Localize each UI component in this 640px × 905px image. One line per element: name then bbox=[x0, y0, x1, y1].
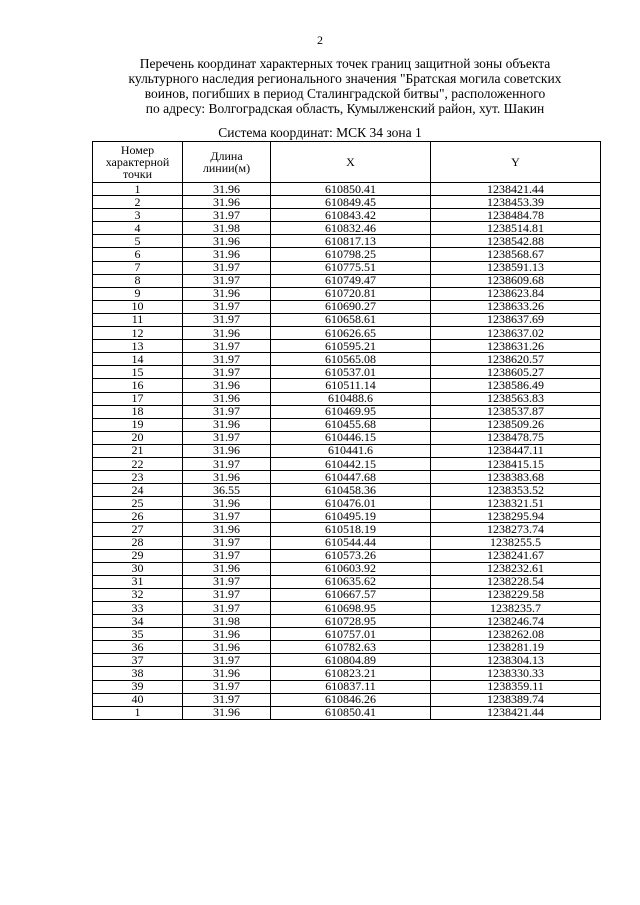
point-number-cell: 24 bbox=[93, 484, 183, 497]
y-coordinate-cell: 1238605.27 bbox=[431, 366, 601, 379]
x-coordinate-cell: 610511.14 bbox=[271, 379, 431, 392]
y-coordinate-cell: 1238542.88 bbox=[431, 235, 601, 248]
line-length-cell: 31.97 bbox=[183, 274, 271, 287]
coordinate-system-caption: Система координат: МСК 34 зона 1 bbox=[218, 125, 422, 140]
x-coordinate-cell: 610832.46 bbox=[271, 222, 431, 235]
x-coordinate-cell: 610728.95 bbox=[271, 615, 431, 628]
y-coordinate-cell: 1238262.08 bbox=[431, 628, 601, 641]
y-coordinate-cell: 1238246.74 bbox=[431, 615, 601, 628]
x-coordinate-cell: 610603.92 bbox=[271, 562, 431, 575]
line-length-cell: 31.96 bbox=[183, 183, 271, 196]
table-row bbox=[93, 405, 601, 418]
line-length-cell: 31.97 bbox=[183, 353, 271, 366]
header-length-line: Длина bbox=[210, 149, 243, 163]
line-length-cell: 31.97 bbox=[183, 300, 271, 313]
line-length-cell: 31.97 bbox=[183, 588, 271, 601]
point-number-cell: 1 bbox=[93, 706, 183, 719]
x-coordinate-cell: 610720.81 bbox=[271, 287, 431, 300]
x-coordinate-cell: 610488.6 bbox=[271, 392, 431, 405]
x-coordinate-cell: 610635.62 bbox=[271, 575, 431, 588]
line-length-cell: 31.96 bbox=[183, 523, 271, 536]
point-number-cell: 3 bbox=[93, 209, 183, 222]
table-row bbox=[93, 484, 601, 497]
table-row bbox=[93, 680, 601, 693]
title-line: Перечень координат характерных точек границ защитной зоны объекта bbox=[139, 56, 551, 71]
point-number-cell: 21 bbox=[93, 444, 183, 457]
title-line: воинов, погибших в период Сталинградской битвы", расположенного bbox=[144, 86, 546, 101]
table-row bbox=[93, 327, 601, 340]
x-coordinate-cell: 610565.08 bbox=[271, 353, 431, 366]
document-title bbox=[95, 56, 595, 116]
table-row bbox=[93, 196, 601, 209]
line-length-cell: 31.96 bbox=[183, 706, 271, 719]
table-row bbox=[93, 471, 601, 484]
point-number-cell: 31 bbox=[93, 575, 183, 588]
point-number-cell: 1 bbox=[93, 183, 183, 196]
y-coordinate-cell: 1238637.69 bbox=[431, 313, 601, 326]
x-coordinate-cell: 610537.01 bbox=[271, 366, 431, 379]
header-y: Y bbox=[431, 142, 601, 183]
line-length-cell: 31.96 bbox=[183, 392, 271, 405]
x-coordinate-cell: 610458.36 bbox=[271, 484, 431, 497]
line-length-cell: 31.97 bbox=[183, 654, 271, 667]
x-coordinate-cell: 610782.63 bbox=[271, 641, 431, 654]
point-number-cell: 38 bbox=[93, 667, 183, 680]
y-coordinate-cell: 1238623.84 bbox=[431, 287, 601, 300]
x-coordinate-cell: 610441.6 bbox=[271, 444, 431, 457]
y-coordinate-cell: 1238415.15 bbox=[431, 457, 601, 470]
x-coordinate-cell: 610804.89 bbox=[271, 654, 431, 667]
line-length-cell: 31.96 bbox=[183, 628, 271, 641]
y-coordinate-cell: 1238235.7 bbox=[431, 602, 601, 615]
header-length-line: линии(м) bbox=[202, 161, 251, 175]
line-length-cell: 31.97 bbox=[183, 366, 271, 379]
point-number-cell: 14 bbox=[93, 353, 183, 366]
table-row bbox=[93, 615, 601, 628]
y-coordinate-cell: 1238281.19 bbox=[431, 641, 601, 654]
table-row bbox=[93, 457, 601, 470]
y-coordinate-cell: 1238563.83 bbox=[431, 392, 601, 405]
x-coordinate-cell: 610775.51 bbox=[271, 261, 431, 274]
table-row bbox=[93, 523, 601, 536]
point-number-cell: 32 bbox=[93, 588, 183, 601]
x-coordinate-cell: 610837.11 bbox=[271, 680, 431, 693]
table-row bbox=[93, 313, 601, 326]
line-length-cell: 31.98 bbox=[183, 615, 271, 628]
table-row bbox=[93, 353, 601, 366]
x-coordinate-cell: 610495.19 bbox=[271, 510, 431, 523]
point-number-cell: 18 bbox=[93, 405, 183, 418]
x-coordinate-cell: 610690.27 bbox=[271, 300, 431, 313]
x-coordinate-cell: 610573.26 bbox=[271, 549, 431, 562]
y-coordinate-cell: 1238228.54 bbox=[431, 575, 601, 588]
line-length-cell: 31.96 bbox=[183, 287, 271, 300]
point-number-cell: 6 bbox=[93, 248, 183, 261]
x-coordinate-cell: 610823.21 bbox=[271, 667, 431, 680]
point-number-cell: 10 bbox=[93, 300, 183, 313]
x-coordinate-cell: 610595.21 bbox=[271, 340, 431, 353]
header-point-line: Номер bbox=[120, 143, 155, 157]
point-number-cell: 33 bbox=[93, 602, 183, 615]
line-length-cell: 31.96 bbox=[183, 248, 271, 261]
point-number-cell: 9 bbox=[93, 287, 183, 300]
y-coordinate-cell: 1238631.26 bbox=[431, 340, 601, 353]
y-coordinate-cell: 1238633.26 bbox=[431, 300, 601, 313]
header-point-line: характерной bbox=[105, 155, 170, 169]
table-row bbox=[93, 562, 601, 575]
x-coordinate-cell: 610658.61 bbox=[271, 313, 431, 326]
table-row bbox=[93, 209, 601, 222]
y-coordinate-cell: 1238568.67 bbox=[431, 248, 601, 261]
x-coordinate-cell: 610442.15 bbox=[271, 457, 431, 470]
y-coordinate-cell: 1238321.51 bbox=[431, 497, 601, 510]
table-row bbox=[93, 379, 601, 392]
point-number-cell: 7 bbox=[93, 261, 183, 274]
line-length-cell: 31.96 bbox=[183, 327, 271, 340]
point-number-cell: 17 bbox=[93, 392, 183, 405]
line-length-cell: 31.96 bbox=[183, 444, 271, 457]
line-length-cell: 31.96 bbox=[183, 418, 271, 431]
page-number: 2 bbox=[317, 33, 323, 47]
x-coordinate-cell: 610518.19 bbox=[271, 523, 431, 536]
header-point-number bbox=[93, 142, 183, 183]
point-number-cell: 36 bbox=[93, 641, 183, 654]
table-row bbox=[93, 510, 601, 523]
line-length-cell: 31.96 bbox=[183, 471, 271, 484]
y-coordinate-cell: 1238383.68 bbox=[431, 471, 601, 484]
x-coordinate-cell: 610469.95 bbox=[271, 405, 431, 418]
y-coordinate-cell: 1238453.39 bbox=[431, 196, 601, 209]
x-coordinate-cell: 610850.41 bbox=[271, 706, 431, 719]
table-row bbox=[93, 300, 601, 313]
y-coordinate-cell: 1238353.52 bbox=[431, 484, 601, 497]
line-length-cell: 31.96 bbox=[183, 497, 271, 510]
point-number-cell: 34 bbox=[93, 615, 183, 628]
table-row bbox=[93, 549, 601, 562]
x-coordinate-cell: 610626.65 bbox=[271, 327, 431, 340]
y-coordinate-cell: 1238591.13 bbox=[431, 261, 601, 274]
table-row bbox=[93, 706, 601, 719]
line-length-cell: 31.97 bbox=[183, 209, 271, 222]
y-coordinate-cell: 1238421.44 bbox=[431, 706, 601, 719]
line-length-cell: 31.97 bbox=[183, 575, 271, 588]
x-coordinate-cell: 610447.68 bbox=[271, 471, 431, 484]
table-row bbox=[93, 628, 601, 641]
table-row bbox=[93, 274, 601, 287]
y-coordinate-cell: 1238586.49 bbox=[431, 379, 601, 392]
x-coordinate-cell: 610698.95 bbox=[271, 602, 431, 615]
x-coordinate-cell: 610544.44 bbox=[271, 536, 431, 549]
y-coordinate-cell: 1238478.75 bbox=[431, 431, 601, 444]
x-coordinate-cell: 610476.01 bbox=[271, 497, 431, 510]
point-number-cell: 11 bbox=[93, 313, 183, 326]
header-x: X bbox=[271, 142, 431, 183]
y-coordinate-cell: 1238637.02 bbox=[431, 327, 601, 340]
table-row bbox=[93, 497, 601, 510]
x-coordinate-cell: 610850.41 bbox=[271, 183, 431, 196]
y-coordinate-cell: 1238330.33 bbox=[431, 667, 601, 680]
table-row bbox=[93, 654, 601, 667]
point-number-cell: 39 bbox=[93, 680, 183, 693]
point-number-cell: 26 bbox=[93, 510, 183, 523]
line-length-cell: 31.97 bbox=[183, 313, 271, 326]
table-row bbox=[93, 340, 601, 353]
table-body bbox=[93, 183, 601, 720]
line-length-cell: 31.96 bbox=[183, 667, 271, 680]
line-length-cell: 31.97 bbox=[183, 549, 271, 562]
table-row bbox=[93, 222, 601, 235]
y-coordinate-cell: 1238389.74 bbox=[431, 693, 601, 706]
x-coordinate-cell: 610446.15 bbox=[271, 431, 431, 444]
table-row bbox=[93, 588, 601, 601]
line-length-cell: 31.96 bbox=[183, 641, 271, 654]
x-coordinate-cell: 610749.47 bbox=[271, 274, 431, 287]
y-coordinate-cell: 1238484.78 bbox=[431, 209, 601, 222]
y-coordinate-cell: 1238509.26 bbox=[431, 418, 601, 431]
table-row bbox=[93, 418, 601, 431]
table-row bbox=[93, 392, 601, 405]
x-coordinate-cell: 610667.57 bbox=[271, 588, 431, 601]
line-length-cell: 31.97 bbox=[183, 536, 271, 549]
point-number-cell: 2 bbox=[93, 196, 183, 209]
point-number-cell: 5 bbox=[93, 235, 183, 248]
line-length-cell: 31.96 bbox=[183, 235, 271, 248]
point-number-cell: 4 bbox=[93, 222, 183, 235]
table-row bbox=[93, 248, 601, 261]
table-row bbox=[93, 536, 601, 549]
table-row bbox=[93, 575, 601, 588]
line-length-cell: 31.96 bbox=[183, 379, 271, 392]
x-coordinate-cell: 610817.13 bbox=[271, 235, 431, 248]
point-number-cell: 35 bbox=[93, 628, 183, 641]
table-row bbox=[93, 431, 601, 444]
y-coordinate-cell: 1238447.11 bbox=[431, 444, 601, 457]
point-number-cell: 22 bbox=[93, 457, 183, 470]
table-row bbox=[93, 602, 601, 615]
y-coordinate-cell: 1238514.81 bbox=[431, 222, 601, 235]
point-number-cell: 8 bbox=[93, 274, 183, 287]
point-number-cell: 23 bbox=[93, 471, 183, 484]
line-length-cell: 31.97 bbox=[183, 680, 271, 693]
point-number-cell: 15 bbox=[93, 366, 183, 379]
point-number-cell: 29 bbox=[93, 549, 183, 562]
line-length-cell: 36.55 bbox=[183, 484, 271, 497]
y-coordinate-cell: 1238359.11 bbox=[431, 680, 601, 693]
line-length-cell: 31.97 bbox=[183, 457, 271, 470]
point-number-cell: 40 bbox=[93, 693, 183, 706]
line-length-cell: 31.96 bbox=[183, 196, 271, 209]
x-coordinate-cell: 610455.68 bbox=[271, 418, 431, 431]
table-header-row bbox=[93, 142, 601, 183]
point-number-cell: 37 bbox=[93, 654, 183, 667]
x-coordinate-cell: 610757.01 bbox=[271, 628, 431, 641]
point-number-cell: 12 bbox=[93, 327, 183, 340]
y-coordinate-cell: 1238609.68 bbox=[431, 274, 601, 287]
x-coordinate-cell: 610843.42 bbox=[271, 209, 431, 222]
title-line: культурного наследия регионального значения "Братская могила советских bbox=[128, 71, 562, 86]
line-length-cell: 31.97 bbox=[183, 261, 271, 274]
table-row bbox=[93, 235, 601, 248]
line-length-cell: 31.97 bbox=[183, 602, 271, 615]
line-length-cell: 31.97 bbox=[183, 693, 271, 706]
table-row bbox=[93, 693, 601, 706]
x-coordinate-cell: 610798.25 bbox=[271, 248, 431, 261]
y-coordinate-cell: 1238537.87 bbox=[431, 405, 601, 418]
header-line-length bbox=[183, 142, 271, 183]
point-number-cell: 28 bbox=[93, 536, 183, 549]
point-number-cell: 16 bbox=[93, 379, 183, 392]
point-number-cell: 25 bbox=[93, 497, 183, 510]
title-line: по адресу: Волгоградская область, Кумылженский район, хут. Шакин bbox=[145, 101, 545, 116]
table-row bbox=[93, 444, 601, 457]
point-number-cell: 20 bbox=[93, 431, 183, 444]
table-row bbox=[93, 641, 601, 654]
y-coordinate-cell: 1238232.61 bbox=[431, 562, 601, 575]
table-row bbox=[93, 287, 601, 300]
point-number-cell: 19 bbox=[93, 418, 183, 431]
line-length-cell: 31.97 bbox=[183, 510, 271, 523]
y-coordinate-cell: 1238295.94 bbox=[431, 510, 601, 523]
table-row bbox=[93, 261, 601, 274]
y-coordinate-cell: 1238273.74 bbox=[431, 523, 601, 536]
y-coordinate-cell: 1238241.67 bbox=[431, 549, 601, 562]
point-number-cell: 27 bbox=[93, 523, 183, 536]
table-row bbox=[93, 183, 601, 196]
line-length-cell: 31.96 bbox=[183, 562, 271, 575]
line-length-cell: 31.98 bbox=[183, 222, 271, 235]
y-coordinate-cell: 1238229.58 bbox=[431, 588, 601, 601]
x-coordinate-cell: 610846.26 bbox=[271, 693, 431, 706]
line-length-cell: 31.97 bbox=[183, 405, 271, 418]
line-length-cell: 31.97 bbox=[183, 340, 271, 353]
line-length-cell: 31.97 bbox=[183, 431, 271, 444]
table-row bbox=[93, 366, 601, 379]
y-coordinate-cell: 1238421.44 bbox=[431, 183, 601, 196]
y-coordinate-cell: 1238620.57 bbox=[431, 353, 601, 366]
point-number-cell: 30 bbox=[93, 562, 183, 575]
header-point-line: точки bbox=[122, 167, 153, 181]
x-coordinate-cell: 610849.45 bbox=[271, 196, 431, 209]
coordinates-table bbox=[92, 141, 601, 720]
y-coordinate-cell: 1238255.5 bbox=[431, 536, 601, 549]
point-number-cell: 13 bbox=[93, 340, 183, 353]
y-coordinate-cell: 1238304.13 bbox=[431, 654, 601, 667]
table-row bbox=[93, 667, 601, 680]
